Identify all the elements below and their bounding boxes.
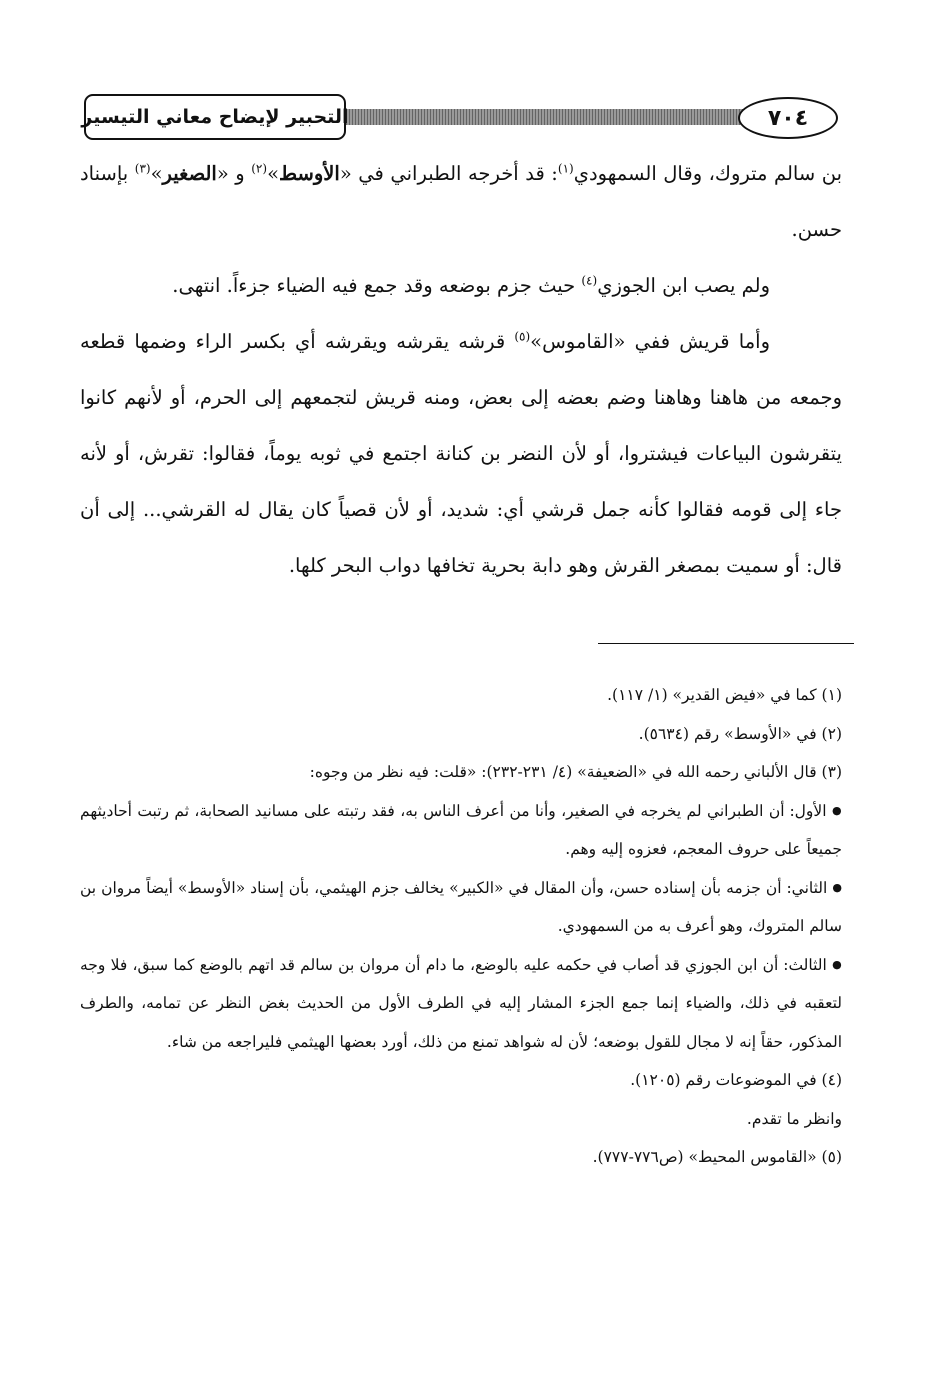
p3-text-b: قرشه يقرشه ويقرشه أي بكسر الراء وضمها قطعه وجمعه من هاهنا وهاهنا وضم بعضه إلى بعض، ومنه قريش لتجمعهم إلى الحرم، أو لأنهم كانوا يتقرشون البياعات فيشتروا، أو لأن النضر بن كنانة اجتمع في ثوبه يوماً، فقالوا: تقرش، أو لأنه جاء إلى قومه فقالوا كأنه جمل قرشي أي: شديد، أو لأن قصياً كان يقال له القرشي... إلى أن قال: أو سميت بمصغر القرش وهو دابة بحرية تخافها دواب البحر كلها.	[80, 330, 842, 577]
bullet-icon: ●	[832, 957, 842, 971]
footnote-separator	[598, 643, 854, 644]
footnote-3-point-3	[80, 946, 842, 1062]
bold-title-awsat: الأوسط	[279, 162, 340, 185]
p2-text-b: حيث جزم بوضعه وقد جمع فيه الضياء جزءاً. انتهى.	[172, 274, 582, 297]
p1-text-e: »	[150, 162, 163, 185]
main-text	[80, 146, 842, 594]
p1-text-a: بن سالم متروك، وقال السمهودي	[573, 162, 842, 185]
paragraph-2	[80, 258, 842, 314]
footnotes	[80, 676, 842, 1177]
p1-text-c: »	[267, 162, 279, 185]
paragraph-3	[80, 314, 842, 594]
footnote-3-point-2	[80, 869, 842, 946]
footnote-3: (٣) قال الألباني رحمه الله في «الضعيفة» (٤/ ٢٣١-٢٣٢): «قلت: فيه نظر من وجوه:	[309, 763, 842, 781]
p1-text-b: : قد أخرجه الطبراني في «	[339, 162, 558, 185]
bullet-icon: ●	[831, 803, 842, 817]
footnote-ref-5: (٥)	[514, 329, 531, 344]
footnote-4-see-also: وانظر ما تقدم.	[746, 1109, 842, 1128]
running-header	[78, 94, 840, 140]
bold-title-saghir: الصغير	[162, 162, 217, 185]
page-number: ٧٠٤	[738, 97, 838, 139]
point-1-text: الأول: أن الطبراني لم يخرجه في الصغير، وأنا من أعرف الناس به، فقد رتبته على مسانيد الصحابة، ثم رتبت أحاديثهم جميعاً على حروف المعجم، فعزوه إليه وهم.	[80, 801, 842, 858]
p1-text-f: بإسناد حسن.	[80, 162, 842, 241]
point-2-text: الثاني: أن جزمه بأن إسناده حسن، وأن المقال في «الكبير» يخالف جزم الهيثمي، بأن إسناد «الأوسط» أيضاً مروان بن سالم المتروك، وهو أعرف به من السمهودي.	[80, 878, 842, 935]
p1-text-d: و «	[216, 162, 252, 185]
footnote-5: (٥) «القاموس المحيط» (ص٧٧٦-٧٧٧).	[592, 1148, 842, 1166]
footnote-1: (١) كما في «فيض القدير» (١/ ١١٧).	[607, 686, 842, 704]
footnote-ref-2: (٢)	[251, 161, 268, 176]
footnote-2: (٢) في «الأوسط» رقم (٥٦٣٤).	[638, 724, 842, 743]
book-title: التحبير لإيضاح معاني التيسير	[84, 94, 346, 140]
footnote-3-point-1	[80, 792, 842, 869]
p2-text-a: ولم يصب ابن الجوزي	[597, 274, 770, 297]
point-3-text: الثالث: أن ابن الجوزي قد أصاب في حكمه عليه بالوضع، ما دام أن مروان بن سالم قد اتهم بالوضع كما سبق، فلا وجه لتعقبه في ذلك، والضياء إنما جمع الجزء المشار إليه في الطرف الأول من الحديث بغض النظر عن تمامه، والطرف المذكور، حقاً إنه لا مجال للقول بوضعه؛ لأن له شواهد تمنع من ذلك، أورد بعضها الهيثمي فليراجعه من شاء.	[80, 955, 842, 1051]
bullet-icon: ●	[832, 880, 843, 894]
p3-text-a: وأما قريش ففي «القاموس»	[530, 330, 770, 353]
footnote-ref-4: (٤)	[581, 273, 598, 288]
paragraph-1	[80, 146, 842, 258]
footnote-ref-3: (٣)	[134, 161, 151, 176]
footnote-4: (٤) في الموضوعات رقم (١٢٠٥).	[630, 1071, 842, 1089]
footnote-ref-1: (١)	[557, 161, 574, 176]
